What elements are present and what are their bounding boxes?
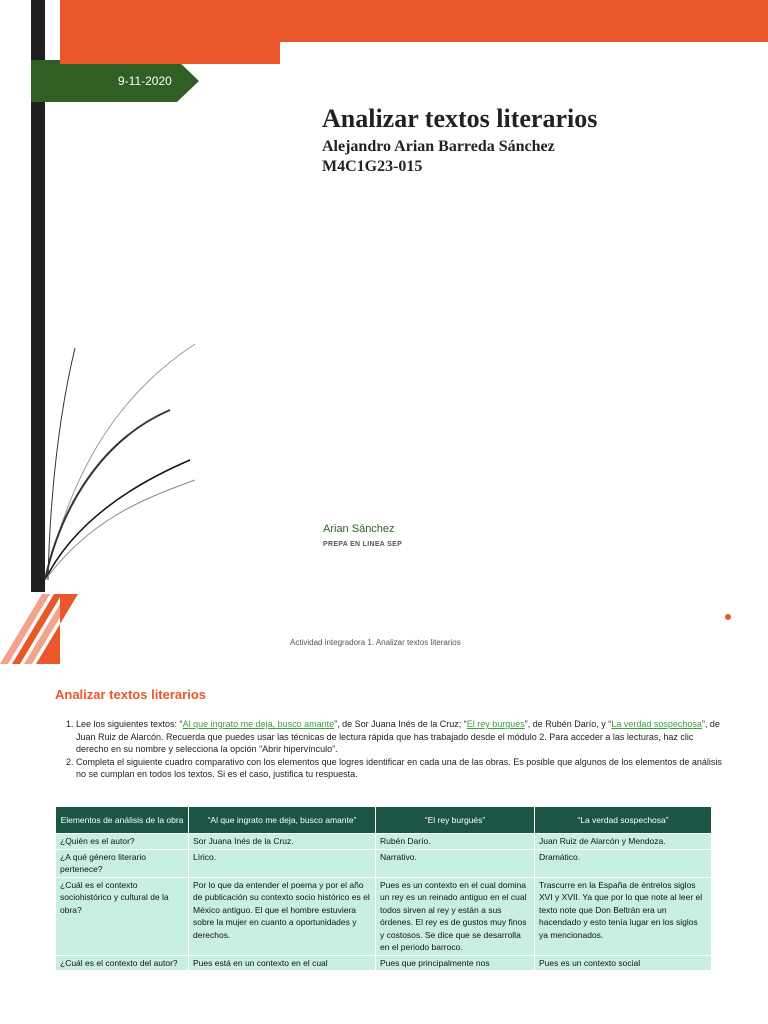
module-label: Módulo (94, 610, 180, 637)
instruction-2: 2. Completa el siguiente cuadro comparativo con los elementos que logres identificar en cada una de las obras. Es posible que algunos de los elementos de análisis no se cumplan en todos los textos. Si es el caso, justifica tu respuesta. (76, 756, 724, 781)
cover-title: Analizar textos literarios (322, 104, 598, 133)
header-obra-3: “La verdad sospechosa” (535, 807, 712, 834)
table-cell[interactable]: ¿Cuál es el contexto del autor? (56, 955, 189, 971)
unit-label: Unidad I. Literatura: Arte y expresión comunicativa (290, 615, 447, 622)
header-elementos: Elementos de análisis de la obra (56, 807, 189, 834)
table-cell[interactable]: Trascurre en la España de éntrelos siglos XVI y XVII. Ya que por lo que note al leer el texto note que Don Beltrán era un hacendado y esto tenía lugar en los siglos ya mencionados. (535, 877, 712, 955)
week-label: Semana 1 (290, 603, 322, 610)
table-header-row (56, 807, 712, 834)
table-cell[interactable]: Juan Ruiz de Alarcón y Mendoza. (535, 834, 712, 850)
link-la-verdad-sospechosa[interactable]: La verdad sospechosa (611, 719, 702, 729)
table-cell[interactable]: Pues es un contexto en el cual domina un rey es un reinado antiguo en el cual todos sirven al rey y están a sus órdenes. El rey es de gustos muy finos y costosos. Se dice que se desarrolla en el periodo barroco. (376, 877, 535, 955)
instructions-list (58, 718, 724, 781)
cover-organization: PREPA EN LINEA SEP (323, 541, 403, 548)
header-obra-1: “Al que ingrato me deja, busco amante” (189, 807, 376, 834)
section-heading: Analizar textos literarios (55, 687, 206, 702)
banner-stripes (0, 594, 90, 664)
table-row (56, 834, 712, 850)
banner-separator (277, 601, 278, 627)
table-cell[interactable]: Rubén Darío. (376, 834, 535, 850)
table-cell[interactable]: Dramático. (535, 849, 712, 877)
table-row (56, 955, 712, 971)
table-row (56, 877, 712, 955)
link-el-rey-burgues[interactable]: El rey burgués (466, 719, 525, 729)
instruction-1: 1. Lee los siguientes textos: “Al que ingrato me deja, busco amante”, de Sor Juana Inés de la Cruz; “El rey burgués”, de Rubén Darío, y “La verdad sospechosa”, de Juan Ruiz de Alarcón. Recuerda que puedes usar las técnicas de lectura rápida que has trabajado desde el módulo 2. Para acceder a las lecturas, haz clic derecho en su nombre y selecciona la opción “Abrir hipervínculo”. (76, 718, 724, 756)
link-al-que-ingrato[interactable]: Al que ingrato me deja, busco amante (182, 719, 335, 729)
table-cell[interactable]: ¿A qué género literario pertenece? (56, 849, 189, 877)
activity-label: Actividad integradora 1. Analizar textos literarios (290, 638, 461, 647)
table-cell[interactable]: Sor Juana Inés de la Cruz. (189, 834, 376, 850)
cover-subtitle (322, 137, 555, 177)
table-cell[interactable]: Pues es un contexto social (535, 955, 712, 971)
cover-author: Arian Sánchez (323, 523, 395, 535)
prepa-logo-icon (698, 603, 740, 633)
group-code: M4C1G23-015 (322, 158, 423, 175)
table-row (56, 849, 712, 877)
decorative-curves (0, 330, 200, 580)
header-obra-2: “El rey burgués” (376, 807, 535, 834)
cover-date: 9-11-2020 (118, 74, 172, 88)
table-cell[interactable]: Pues está en un contexto en el cual (189, 955, 376, 971)
table-cell[interactable]: Lírico. (189, 849, 376, 877)
comparison-table (55, 806, 712, 971)
table-cell[interactable]: Pues que principalmente nos (376, 955, 535, 971)
table-cell[interactable]: ¿Quién es el autor? (56, 834, 189, 850)
table-cell[interactable]: ¿Cuál es el contexto sociohistórico y cultural de la obra? (56, 877, 189, 955)
student-name: Alejandro Arian Barreda Sánchez (322, 138, 555, 155)
banner-bar-tab (60, 0, 280, 64)
module-number: 4 (205, 599, 234, 657)
table-cell[interactable]: Narrativo. (376, 849, 535, 877)
table-cell[interactable]: Por lo que da entender el poema y por el año de publicación su contexto socio histórico es el México antiguo. El que el hombre estuviera sobre la mujer en cuanto a oportunidades y derechos. (189, 877, 376, 955)
